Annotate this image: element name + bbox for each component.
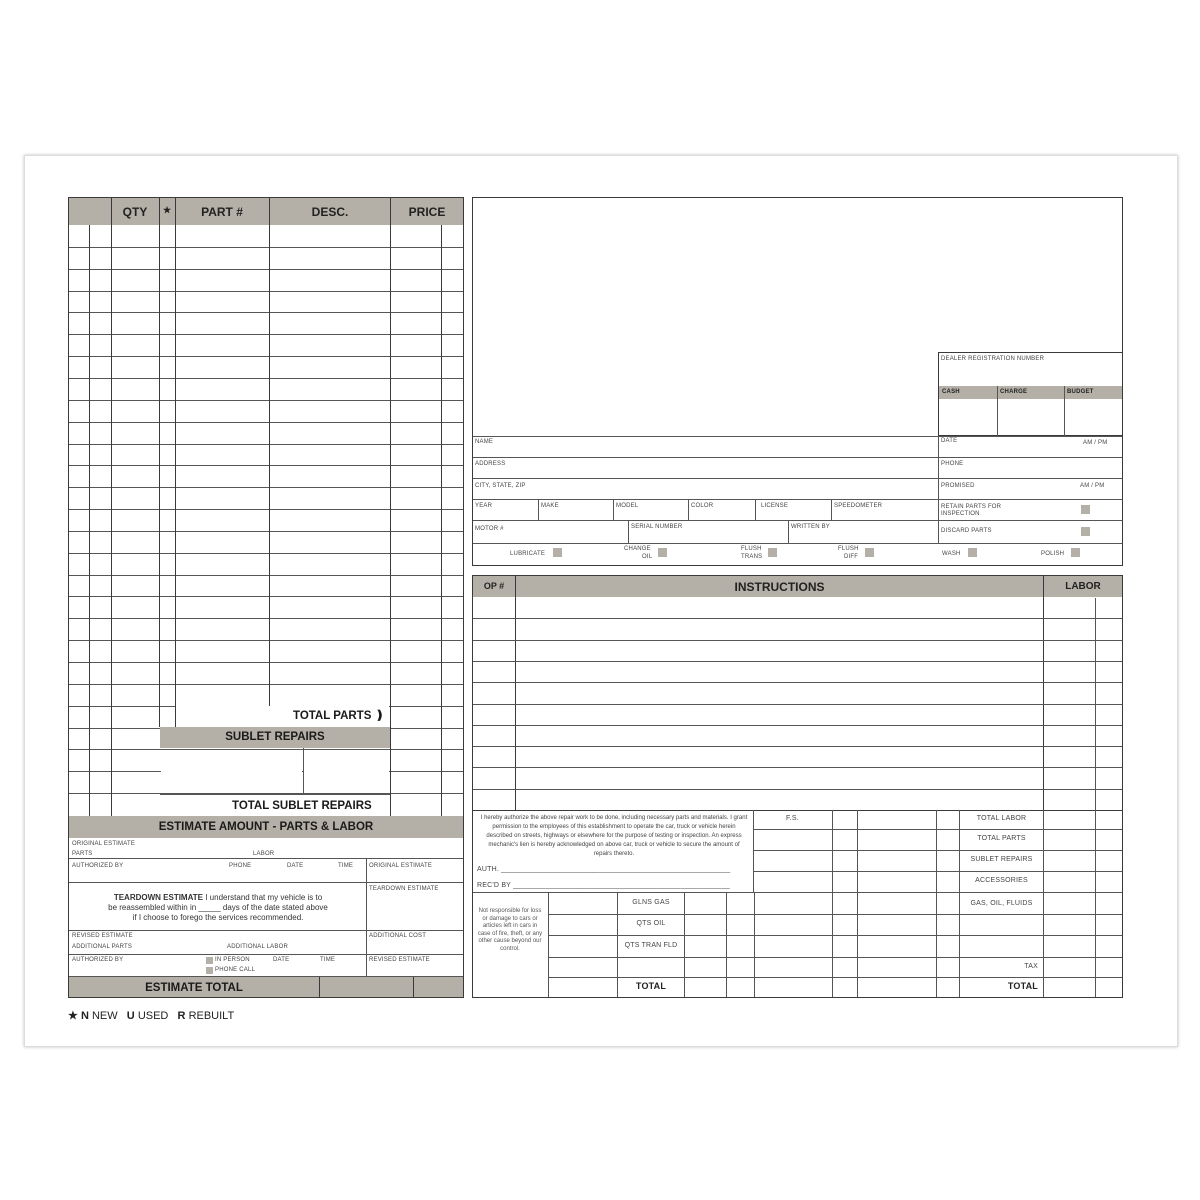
- estimate-title: ESTIMATE AMOUNT - PARTS & LABOR: [158, 821, 374, 833]
- estimate-total-label: ESTIMATE TOTAL: [145, 982, 243, 994]
- flush-trans-label-1: FLUSH: [741, 546, 762, 552]
- date-ampm: AM / PM: [1083, 440, 1108, 446]
- parts-column-line: [111, 198, 112, 816]
- parts-row-line: [69, 356, 463, 357]
- in-person-label: IN PERSON: [215, 957, 250, 963]
- teardown-line2: be reassembled within in _____ days of the date stated above: [108, 903, 328, 912]
- sublet-repairs-right-label: SUBLET REPAIRS: [970, 856, 1033, 863]
- parts-row-line: [69, 334, 463, 335]
- total-sublet-label: TOTAL SUBLET REPAIRS: [232, 800, 372, 812]
- parts-row-line: [69, 247, 463, 248]
- flush-trans-checkbox[interactable]: [768, 548, 777, 557]
- address-label: ADDRESS: [475, 461, 506, 467]
- original-estimate-label: ORIGINAL ESTIMATE: [72, 841, 136, 847]
- parts-table-frame: [68, 197, 464, 998]
- qts-oil-label: QTS OIL: [636, 920, 666, 927]
- parts-row-line: [69, 575, 463, 576]
- model-label: MODEL: [616, 503, 639, 509]
- flush-diff-checkbox[interactable]: [865, 548, 874, 557]
- revised-estimate-right-label: REVISED ESTIMATE: [369, 957, 430, 963]
- parts-row-line: [69, 400, 463, 401]
- parts-row-line: [69, 662, 463, 663]
- phone-call-checkbox[interactable]: [206, 967, 213, 974]
- parts-column-line: [89, 225, 90, 816]
- total-label-middle: TOTAL: [635, 981, 667, 991]
- parts-row-line: [69, 553, 463, 554]
- payment-header-bar: [939, 386, 1122, 399]
- phone-label: PHONE: [229, 863, 252, 869]
- qts-tran-label: QTS TRAN FLD: [624, 942, 678, 949]
- fs-label: F.S.: [786, 815, 799, 822]
- sublet-cell-a: [161, 750, 302, 793]
- labor-label: LABOR: [253, 851, 275, 857]
- change-oil-checkbox[interactable]: [658, 548, 667, 557]
- serial-number-label: SERIAL NUMBER: [631, 524, 683, 530]
- accessories-label: ACCESSORIES: [975, 877, 1028, 884]
- revised-estimate-label: REVISED ESTIMATE: [72, 933, 133, 939]
- license-label: LICENSE: [761, 503, 789, 509]
- condition-header: ★: [162, 205, 172, 215]
- original-estimate-right-label: ORIGINAL ESTIMATE: [369, 863, 433, 869]
- tax-label: TAX: [1024, 963, 1038, 970]
- parts-row-line: [69, 312, 463, 313]
- flush-diff-label-1: FLUSH: [838, 546, 859, 552]
- instruction-row-line: [473, 746, 1122, 747]
- total-parts-right-label: TOTAL PARTS: [977, 835, 1026, 842]
- flush-trans-label-2: TRANS: [741, 554, 763, 560]
- parts-row-line: [69, 422, 463, 423]
- gas-oil-fluids-label: GAS, OIL, FLUIDS: [970, 900, 1033, 907]
- change-oil-label-1: CHANGE: [624, 546, 651, 552]
- charge-label: CHARGE: [1000, 389, 1028, 395]
- lubricate-checkbox[interactable]: [553, 548, 562, 557]
- instruction-row-line: [473, 725, 1122, 726]
- parts-row-line: [69, 465, 463, 466]
- promised-ampm: AM / PM: [1080, 483, 1105, 489]
- promised-label: PROMISED: [941, 483, 975, 489]
- parts-row-line: [69, 509, 463, 510]
- instruction-row-line: [473, 767, 1122, 768]
- sublet-repairs-label: SUBLET REPAIRS: [225, 731, 325, 743]
- instruction-row-line: [473, 640, 1122, 641]
- parts-row-line: [69, 596, 463, 597]
- parts-column-line: [175, 198, 176, 727]
- price-header: PRICE: [408, 205, 446, 219]
- in-person-checkbox[interactable]: [206, 957, 213, 964]
- flush-diff-label-2: DIFF: [844, 554, 859, 560]
- dealer-registration-label: DEALER REGISTRATION NUMBER: [941, 356, 1045, 362]
- color-label: COLOR: [691, 503, 714, 509]
- sublet-bottom-line: [160, 794, 390, 795]
- parts-column-line: [159, 198, 160, 727]
- parts-row-line: [69, 684, 463, 685]
- parts-column-line: [441, 225, 442, 816]
- parts-row-line: [69, 291, 463, 292]
- parts-row-line: [69, 444, 463, 445]
- parts-column-line: [390, 198, 391, 816]
- discard-parts-checkbox[interactable]: [1081, 527, 1090, 536]
- total-label-right: TOTAL: [1007, 981, 1038, 991]
- make-label: MAKE: [541, 503, 559, 509]
- authorization-text: I hereby authorize the above repair work to be done, including necessary parts and materials. I grant permission to the employees of this establishment to operate the car, truck or vehicle herein described on streets, highways or elsewhere for the purpose of testing or inspection. An express mechanic's lien is hereby acknowledged on above car, truck or vehicle to secure the amount of repairs thereto.: [480, 815, 748, 857]
- name-label: NAME: [475, 439, 494, 445]
- parts-row-line: [69, 640, 463, 641]
- wash-label: WASH: [942, 551, 961, 557]
- instruction-row-line: [473, 682, 1122, 683]
- total-parts-label: TOTAL PARTS ❫: [293, 708, 385, 722]
- phone-call-label: PHONE CALL: [215, 967, 256, 973]
- cash-label: CASH: [942, 389, 960, 395]
- part-number-header: PART #: [201, 205, 243, 219]
- year-label: YEAR: [475, 503, 493, 509]
- authorized-by-2-label: AUTHORIZED BY: [72, 957, 124, 963]
- written-by-label: WRITTEN BY: [791, 524, 830, 530]
- op-number-header: OP #: [483, 581, 505, 591]
- speedometer-label: SPEEDOMETER: [834, 503, 883, 509]
- additional-cost-label: ADDITIONAL COST: [369, 933, 427, 939]
- budget-label: BUDGET: [1067, 389, 1094, 395]
- sublet-cell-b: [304, 750, 389, 793]
- time-2-label: TIME: [320, 957, 336, 963]
- gals-gas-label: GLNS GAS: [632, 899, 670, 906]
- parts-row-line: [69, 531, 463, 532]
- authorized-by-label: AUTHORIZED BY: [72, 863, 124, 869]
- recd-by-label: REC'D BY _____________________________________________________: [477, 882, 731, 889]
- description-header: DESC.: [311, 205, 349, 219]
- instructions-header: INSTRUCTIONS: [734, 580, 825, 594]
- polish-label: POLISH: [1041, 551, 1065, 557]
- parts-column-line: [269, 198, 270, 706]
- additional-parts-label: ADDITIONAL PARTS: [72, 944, 133, 950]
- motor-label: MOTOR #: [475, 526, 504, 532]
- parts-row-line: [69, 618, 463, 619]
- instruction-row-line: [473, 661, 1122, 662]
- parts-label: PARTS: [72, 851, 93, 857]
- lubricate-label: LUBRICATE: [510, 551, 546, 557]
- instruction-row-line: [473, 618, 1122, 619]
- date-2-label: DATE: [273, 957, 290, 963]
- city-state-zip-label: CITY, STATE, ZIP: [475, 483, 526, 489]
- date-label-right: DATE: [941, 438, 958, 444]
- total-labor-label: TOTAL LABOR: [976, 815, 1027, 822]
- discard-parts-label: DISCARD PARTS: [941, 528, 992, 534]
- instruction-row-line: [473, 704, 1122, 705]
- retain-parts-checkbox[interactable]: [1081, 505, 1090, 514]
- condition-legend: ★ N NEW U USED R REBUILT: [68, 1010, 235, 1022]
- parts-row-line: [69, 378, 463, 379]
- additional-labor-label: ADDITIONAL LABOR: [227, 944, 288, 950]
- auth-label: AUTH. ________________________________________________________: [477, 866, 731, 873]
- teardown-line3: if I choose to forego the services recommended.: [132, 913, 304, 922]
- teardown-line1: TEARDOWN ESTIMATE I understand that my vehicle is to: [113, 893, 323, 902]
- retain-parts-label: RETAIN PARTS FOR INSPECTION: [941, 504, 1002, 517]
- date-label: DATE: [287, 863, 304, 869]
- qty-header: QTY: [122, 205, 148, 219]
- parts-row-line: [69, 269, 463, 270]
- phone-label-right: PHONE: [941, 461, 964, 467]
- labor-header: LABOR: [1065, 581, 1101, 592]
- polish-checkbox[interactable]: [1071, 548, 1080, 557]
- parts-row-line: [69, 487, 463, 488]
- instruction-row-line: [473, 789, 1122, 790]
- change-oil-label-2: OIL: [642, 554, 653, 560]
- not-responsible-note: Not responsible for loss or damage to cars or articles left in cars in case of fire, theft, or any other cause beyond our control.: [477, 908, 543, 952]
- time-label: TIME: [338, 863, 354, 869]
- wash-checkbox[interactable]: [968, 548, 977, 557]
- teardown-estimate-right-label: TEARDOWN ESTIMATE: [369, 886, 439, 892]
